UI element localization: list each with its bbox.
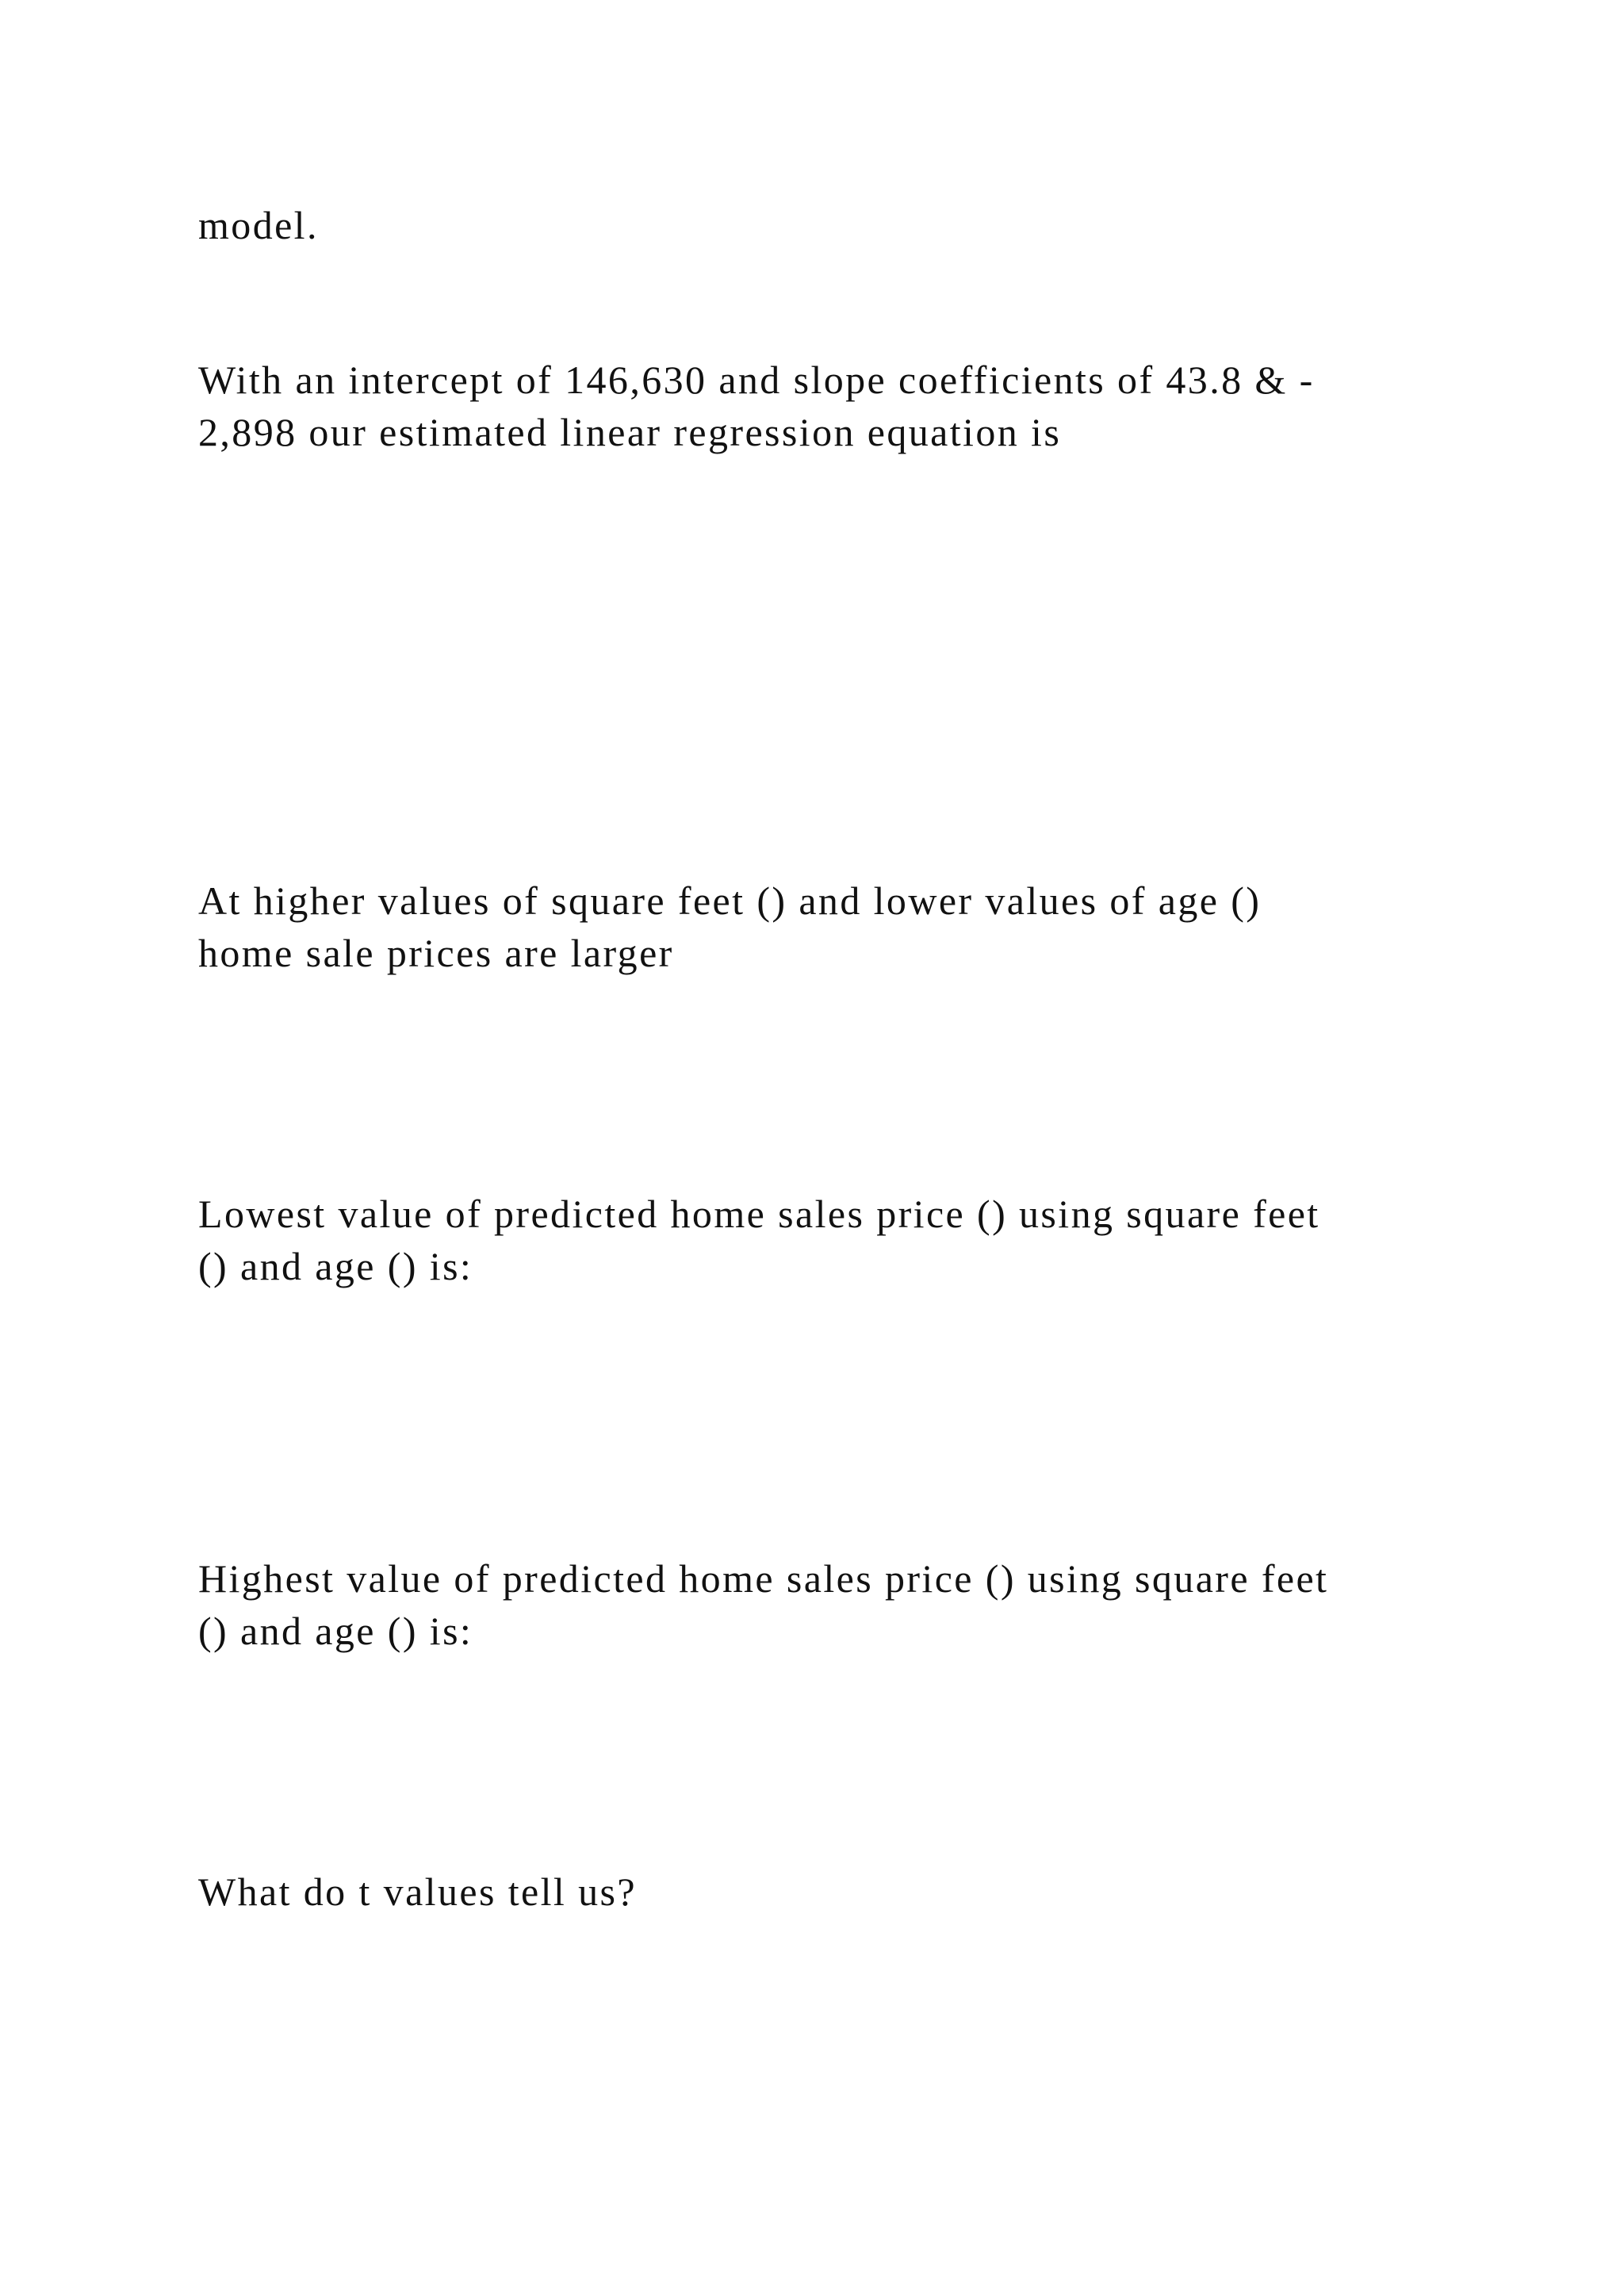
text-line: model. [198,203,319,247]
paragraph-lowest-value [198,1188,1467,1292]
paragraph-higher-values [198,874,1467,979]
paragraph-regression-equation [198,354,1467,458]
text-line: Highest value of predicted home sales price () using square feet [198,1556,1329,1601]
text-line: With an intercept of 146,630 and slope coefficients of 43.8 & - [198,358,1315,402]
text-line: Lowest value of predicted home sales price () using square feet [198,1192,1320,1236]
text-line: At higher values of square feet () and lower values of age () [198,878,1262,923]
text-line: home sale prices are larger [198,931,674,975]
paragraph-t-values [198,1866,1467,1918]
paragraph-model [198,199,1467,251]
text-line: 2,898 our estimated linear regression equation is [198,410,1062,454]
text-line: What do t values tell us? [198,1869,637,1914]
text-line: () and age () is: [198,1244,473,1288]
text-line: () and age () is: [198,1609,473,1653]
paragraph-highest-value [198,1552,1467,1657]
